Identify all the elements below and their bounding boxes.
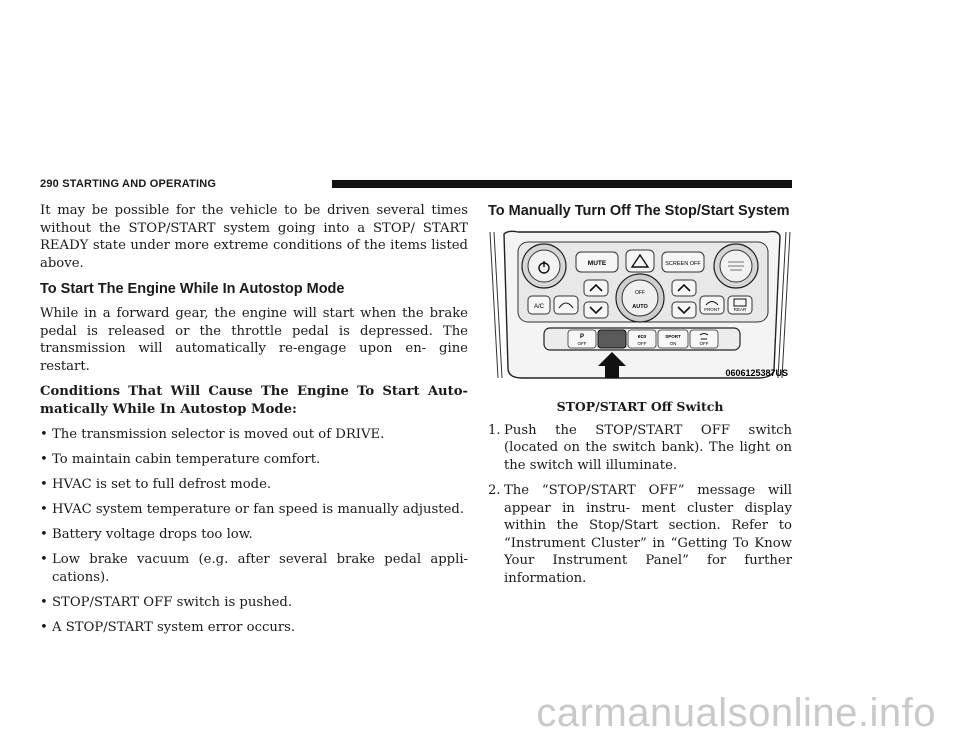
volume-knob [522, 244, 566, 288]
list-item: • To maintain cabin temperature comfort. [40, 452, 321, 467]
list-item: 1. Push the STOP/START OFF switch (located on the switch bank). The light on the switch will illuminate. [488, 422, 792, 473]
list-item: • Low brake vacuum (e.g. after several brake pedal appli- cations). [40, 552, 468, 585]
stop-start-off-switch [598, 330, 626, 348]
figure-code: 0606125387US [725, 368, 788, 378]
svg-text:A/C: A/C [533, 304, 545, 310]
svg-text:OFF: OFF [699, 341, 709, 346]
tune-knob [714, 244, 758, 288]
page-header [40, 177, 792, 191]
svg-text:OFF: OFF [637, 341, 647, 346]
svg-text:OFF: OFF [635, 290, 645, 296]
svg-text:OFF: OFF [577, 341, 587, 346]
list-item: • A STOP/START system error occurs. [40, 619, 296, 635]
list-item: • Battery voltage drops too low. [40, 527, 253, 542]
screen-off-label: SCREEN OFF [665, 261, 701, 267]
svg-text:eco: eco [637, 334, 647, 340]
list-item: • STOP/START OFF switch is pushed. [40, 594, 293, 610]
conditions-list [40, 426, 468, 636]
hvac-panel-illustration [488, 228, 792, 394]
page-number-section: 290 STARTING AND OPERATING [40, 178, 217, 190]
steps-list [488, 422, 792, 588]
svg-text:P: P [579, 334, 585, 340]
manual-off-heading: To Manually Turn Off The Stop/Start System [488, 203, 790, 219]
svg-text:AUTO: AUTO [632, 304, 648, 310]
watermark: carmanualsonline.info [536, 691, 936, 735]
list-item: • The transmission selector is moved out of DRIVE. [40, 427, 385, 442]
svg-text:FRONT: FRONT [704, 307, 720, 312]
list-item: • HVAC is set to full defrost mode. [40, 477, 272, 492]
left-column [40, 202, 468, 644]
right-column [488, 194, 792, 595]
autostop-paragraph: While in a forward gear, the engine will start when the brake pedal is released or the throttle pedal is depressed. The transmission will automatically re-engage upon en- gine restart. [40, 306, 468, 374]
hvac-panel-figure [488, 228, 792, 394]
list-item: 2. The “STOP/START OFF” message will appear in instru- ment cluster display within the Stop/Start section. Refer to “Instrument Cluster” in “Getting To Know Your Instrument Panel” for further information. [488, 483, 792, 586]
conditions-heading: Conditions That Will Cause The Engine To Start Auto- matically While In Autostop Mode: [40, 384, 468, 417]
list-item: • HVAC system temperature or fan speed is manually adjusted. [40, 502, 465, 517]
mute-label: MUTE [587, 260, 607, 267]
figure-caption: STOP/START Off Switch [556, 399, 724, 414]
svg-text:SPORT: SPORT [665, 334, 681, 339]
svg-text:REAR: REAR [733, 307, 747, 312]
svg-text:ON: ON [669, 341, 677, 346]
intro-paragraph: It may be possible for the vehicle to be driven several times without the STOP/START system going into a STOP/ START READY state under more extreme conditions of the items listed above. [40, 203, 468, 271]
header-rule [332, 180, 792, 188]
autostop-heading: To Start The Engine While In Autostop Mode [40, 281, 345, 297]
